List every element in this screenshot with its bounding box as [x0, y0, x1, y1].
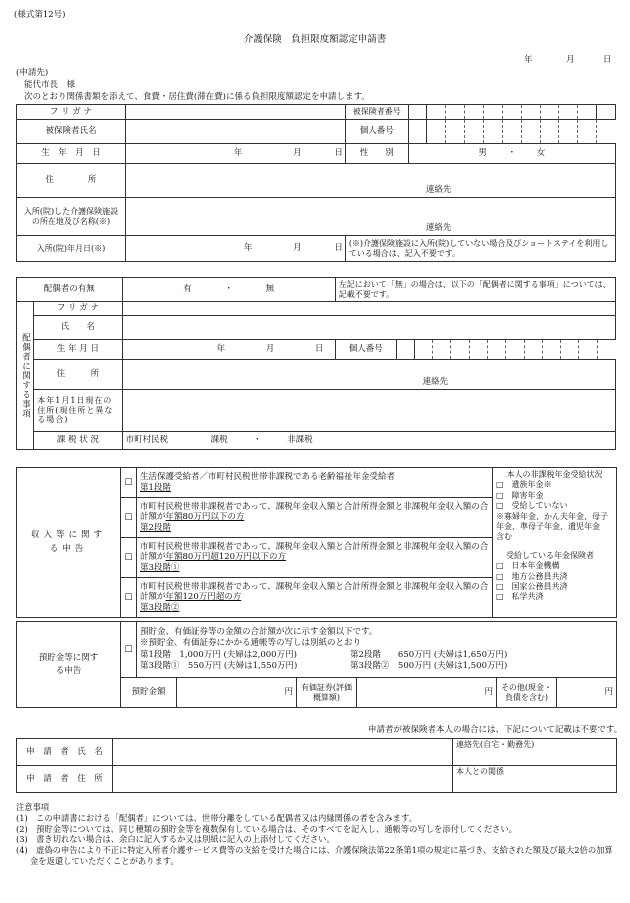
intro-text: 次のとおり関係書類を添えて、食費・居住費(滞在費)に係る負担限度額認定を申請します。 — [24, 92, 370, 102]
personal-no-digit[interactable] — [559, 120, 578, 144]
spouse-personal-no-digit[interactable] — [396, 340, 414, 360]
date-year: 年 — [524, 55, 533, 65]
savings-line: ※預貯金、有価証券にかかる通帳等の写しは別紙のとおり — [140, 638, 362, 649]
applicant-contact-field[interactable] — [453, 739, 617, 766]
insured-no-digit[interactable] — [540, 105, 559, 120]
savings-tier: 第1段階 1,000万円 (夫婦は2,000万円) — [140, 649, 297, 660]
admit-field[interactable]: 年 月 日 — [125, 236, 345, 262]
other-field[interactable] — [557, 678, 617, 708]
spouse-tax-label: 課 税 状 況 — [34, 432, 122, 450]
deposit-label: 預貯金額 — [121, 678, 177, 708]
spouse-furigana-label: フ リ ガ ナ — [34, 302, 122, 316]
blank-cell — [597, 105, 616, 120]
date-month: 月 — [566, 55, 575, 65]
spouse-has-field[interactable]: 有 ・ 無 — [122, 278, 335, 302]
insured-table — [16, 104, 616, 262]
spouse-has-note: 左記において「無」の場合は、以下の「配偶者に関する事項」については、記載不要です。 — [335, 278, 615, 302]
admit-label: 入所(院)年月日(※) — [17, 236, 126, 262]
dob-year: 年 — [233, 148, 243, 159]
personal-no-digit[interactable] — [427, 120, 446, 144]
personal-no-digit[interactable] — [446, 120, 465, 144]
spouse-name-label: 氏 名 — [34, 316, 122, 340]
note-item: (1) この申請書における「配偶者」については、世帯分離をしている配偶者又は内縁関係の者を含みます。 — [16, 812, 417, 823]
income-check-3[interactable]: □ — [121, 538, 137, 578]
yen-unit: 円 — [484, 687, 493, 698]
savings-text — [137, 622, 617, 678]
income-check-4[interactable]: □ — [121, 578, 137, 618]
income-row-3 — [137, 538, 493, 578]
income-row-4 — [137, 578, 493, 618]
sex-label: 性 別 — [345, 144, 408, 164]
note-item: (3) 書き切れない場合は、余白に記入するか又は別紙に記入の上添付してください。 — [16, 834, 335, 845]
yen-unit: 円 — [604, 687, 614, 698]
pension-item[interactable]: □ 遺族年金※ — [496, 480, 552, 490]
income-row-text: 市町村民税世帯非課税者であって、課税年金収入額と合計所得金額と非課税年金収入額の合計額が — [140, 581, 489, 603]
insured-no-digit[interactable] — [502, 105, 521, 120]
spouse-personal-no-digit[interactable] — [542, 340, 560, 360]
securities-label: 有価証券(評価概算額) — [297, 678, 357, 708]
spouse-table — [16, 277, 616, 450]
income-check-2[interactable]: □ — [121, 498, 137, 538]
applicant-note: 申請者が被保険者本人の場合には、下記について記載は不要です。 — [368, 725, 623, 735]
pension-note: ※寡婦年金、かん夫年金、母子年金、準母子年金、遺児年金 含む — [496, 511, 608, 542]
insured-no-digit[interactable] — [408, 105, 427, 120]
income-label: 収入等に関する申告 — [17, 468, 121, 618]
income-row-underline: 年額80万円超120万円以下の方 — [165, 552, 287, 563]
spouse-personal-no-digit[interactable] — [506, 340, 524, 360]
spouse-dob-field[interactable]: 年 月 日 — [122, 340, 335, 360]
personal-no-digit[interactable] — [521, 120, 540, 144]
spouse-personal-no-digit[interactable] — [579, 340, 597, 360]
income-row-underline: 年額120万円超の方 — [165, 592, 242, 603]
applicant-name-field[interactable] — [113, 739, 453, 766]
insurer-title: 受給している年金保険者 — [506, 550, 594, 560]
insured-no-digit[interactable] — [578, 105, 597, 120]
notes-section — [16, 802, 616, 867]
pension-item[interactable]: □ 受給していない — [496, 501, 568, 511]
applicant-note: (申請先) — [16, 68, 49, 78]
addressee: 能代市長 様 — [24, 80, 76, 90]
personal-no-digit[interactable] — [578, 120, 597, 144]
address-field[interactable] — [125, 164, 615, 198]
spouse-name-field[interactable] — [122, 316, 615, 340]
income-check-1[interactable]: □ — [121, 468, 137, 498]
spouse-personal-no-digit[interactable] — [487, 340, 505, 360]
dob-field[interactable] — [125, 144, 345, 164]
savings-label: 預貯金等に関する申告 — [17, 622, 121, 708]
savings-table — [16, 621, 617, 708]
personal-no-digit[interactable] — [465, 120, 484, 144]
pension-title: 本人の非課税年金受給状況 — [506, 470, 603, 479]
spouse-personal-no-label: 個人番号 — [335, 340, 396, 360]
spouse-personal-no-digit[interactable] — [561, 340, 579, 360]
spouse-jan-address-field[interactable] — [122, 390, 615, 432]
facility-label: 入所(院)した介護保険施設の所在地及び名称(※) — [17, 198, 126, 236]
savings-line: 預貯金、有価証券等の金額の合計額が次に示す金額以下です。 — [140, 626, 378, 637]
dob-day: 日 — [334, 148, 343, 159]
applicant-contact-label: 連絡先(自宅・勤務先) — [456, 740, 535, 749]
insured-no-digit[interactable] — [521, 105, 540, 120]
insured-name-field[interactable] — [125, 120, 345, 144]
securities-field[interactable] — [357, 678, 497, 708]
date-day: 日 — [603, 55, 612, 65]
savings-check[interactable]: □ — [121, 622, 137, 678]
income-stage: 第3段階① — [140, 562, 180, 573]
income-row-1 — [137, 468, 493, 498]
applicant-name-label: 申 請 者 氏 名 — [17, 739, 113, 766]
income-row-text: 生活保護受給者／市町村民税世帯非課税である老齢福祉年金受給者 — [140, 471, 396, 482]
spouse-tax-field[interactable]: 市町村民税 課税 ・ 非課税 — [122, 432, 615, 450]
personal-no-digit[interactable] — [502, 120, 521, 144]
applicant-address-label: 申 請 者 住 所 — [17, 766, 113, 793]
insurer-item[interactable]: □ 地方公務員共済 — [496, 571, 568, 581]
personal-no-digit[interactable] — [484, 120, 503, 144]
facility-contact-label: 連絡先 — [425, 223, 452, 234]
form-number: (様式第12号) — [14, 10, 66, 20]
other-label: その他(現金・負債を含む) — [497, 678, 557, 708]
income-stage: 第3段階② — [140, 602, 180, 613]
furigana-label: フ リ ガ ナ — [17, 105, 126, 120]
sex-male[interactable]: 男 — [478, 148, 487, 159]
note-item: (4) 虚偽の申告により不正に特定入所者介護サービス費等の支給を受けた場合には、介護保険法第22条第1項の規定に基づき、支給された額及び最大2倍の加算金を返還していただくことがあります。 — [16, 845, 613, 866]
spouse-furigana-field[interactable] — [122, 302, 615, 316]
pension-item[interactable]: □ 障害年金 — [496, 490, 544, 500]
admit-note: (※)介護保険施設に入所(院)していない場合及びショートステイを利用している場合は、記入不要です。 — [345, 236, 615, 262]
spouse-personal-no-digit[interactable] — [451, 340, 469, 360]
pension-box — [493, 468, 617, 618]
spouse-personal-no-digit[interactable] — [469, 340, 487, 360]
savings-tier: 第3段階① 550万円 (夫婦は1,550万円) — [140, 660, 298, 671]
spouse-personal-no-digit[interactable] — [597, 340, 615, 360]
income-row-underline: 年額80万円以下の方 — [165, 512, 245, 523]
furigana-field[interactable] — [125, 105, 345, 120]
savings-tier: 第2段階 650万円 (夫婦は1,650万円) — [350, 649, 508, 660]
notes-title: 注意事項 — [16, 802, 50, 812]
spouse-personal-no-digit[interactable] — [433, 340, 451, 360]
facility-field[interactable] — [125, 198, 615, 236]
insurer-item[interactable]: □ 私学共済 — [496, 592, 544, 602]
spouse-has-label: 配偶者の有無 — [17, 278, 123, 302]
sex-field[interactable]: 男 ・ 女 — [408, 144, 615, 164]
personal-no-digit[interactable] — [597, 120, 616, 144]
insured-no-digit[interactable] — [484, 105, 503, 120]
note-item: (2) 預貯金等については、同じ種類の預貯金等を複数保有している場合は、そのすべてを記入し、通帳等の写しを添付してください。 — [16, 823, 517, 834]
insured-name-label: 被保険者氏名 — [17, 120, 126, 144]
insured-no-digit[interactable] — [446, 105, 465, 120]
income-row-2 — [137, 498, 493, 538]
spouse-personal-no-digit[interactable] — [414, 340, 432, 360]
sex-female[interactable]: 女 — [536, 148, 546, 159]
spouse-address-label: 住 所 — [34, 360, 122, 390]
income-row-text: 市町村民税世帯非課税者であって、課税年金収入額と合計所得金額と非課税年金収入額の合計額が — [140, 541, 489, 563]
insured-no-digit[interactable] — [465, 105, 484, 120]
income-stage: 第1段階 — [140, 482, 171, 493]
spouse-jan-address-label: 本年1月1日現在の住所(現住所と異なる場合) — [34, 390, 122, 432]
spouse-address-field[interactable] — [122, 360, 615, 390]
yen-unit: 円 — [284, 687, 293, 698]
spouse-personal-no-digit[interactable] — [524, 340, 542, 360]
applicant-relation-field[interactable] — [453, 766, 617, 793]
insured-no-label: 被保険者番号 — [345, 105, 408, 120]
dob-label: 生 年 月 日 — [17, 144, 126, 164]
insurer-item[interactable]: □ 国家公務員共済 — [496, 581, 568, 591]
insured-no-digit[interactable] — [559, 105, 578, 120]
insurer-item[interactable]: □ 日本年金機構 — [496, 561, 560, 571]
personal-no-digit[interactable] — [408, 120, 427, 144]
spouse-contact-label: 連絡先 — [422, 377, 449, 388]
spouse-no[interactable]: 無 — [265, 284, 275, 295]
spouse-yes[interactable]: 有 — [183, 284, 192, 295]
contact-label: 連絡先 — [425, 185, 452, 196]
dob-month: 月 — [293, 148, 302, 159]
income-table — [16, 467, 617, 618]
applicant-relation-label: 本人との関係 — [456, 767, 504, 776]
personal-no-digit[interactable] — [540, 120, 559, 144]
address-label: 住 所 — [17, 164, 126, 198]
insured-no-digit[interactable] — [427, 105, 446, 120]
income-stage: 第2段階 — [140, 522, 171, 533]
deposit-field[interactable] — [177, 678, 297, 708]
income-row-text: 市町村民税世帯非課税者であって、課税年金収入額と合計所得金額と非課税年金収入額の合計額が — [140, 501, 489, 523]
applicant-table — [16, 738, 617, 793]
spouse-dob-label: 生 年 月 日 — [34, 340, 122, 360]
form-title: 介護保険 負担限度額認定申請書 — [243, 34, 387, 45]
personal-no-label: 個人番号 — [345, 120, 408, 144]
savings-tier: 第3段階② 500万円 (夫婦は1,500万円) — [350, 660, 508, 671]
spouse-side-label: 配偶者に関する事項 — [17, 302, 34, 450]
applicant-address-field[interactable] — [113, 766, 453, 793]
